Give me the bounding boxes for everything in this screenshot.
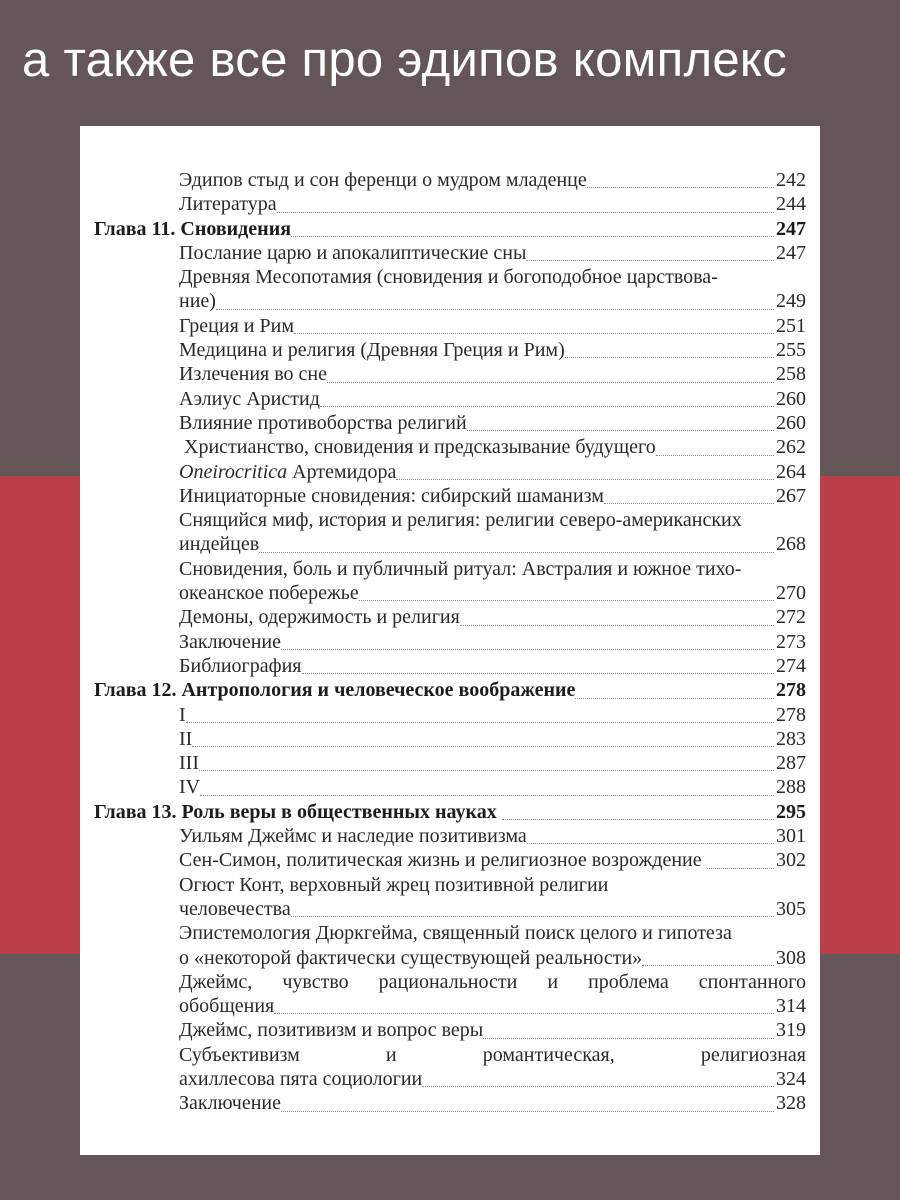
toc-page-number: 305 bbox=[776, 897, 806, 920]
toc-page-number: 264 bbox=[776, 460, 806, 483]
toc-chapter bbox=[94, 217, 806, 241]
toc-entry bbox=[94, 775, 806, 799]
toc-entry bbox=[94, 1067, 806, 1091]
toc-entry bbox=[94, 265, 806, 289]
toc-leader-dots bbox=[320, 406, 774, 407]
toc-entry bbox=[94, 508, 806, 532]
toc-entry-title: Глава 12. Антропология и человеческое воображение bbox=[94, 679, 576, 702]
toc-leader-dots bbox=[327, 382, 774, 383]
toc-entry-title: Субъективизм и романтическая, религиозная bbox=[179, 1043, 806, 1066]
toc-page-number: 251 bbox=[776, 314, 806, 337]
toc-entry bbox=[94, 970, 806, 994]
toc-entry bbox=[94, 751, 806, 775]
toc-entry bbox=[94, 362, 806, 386]
toc-entry-title: Демоны, одержимость и религия bbox=[179, 606, 460, 629]
toc-page-number: 242 bbox=[776, 169, 806, 191]
toc-page-number: 302 bbox=[776, 849, 806, 872]
toc-leader-dots bbox=[294, 333, 774, 334]
toc-page-number: 273 bbox=[776, 630, 806, 653]
toc-leader-dots bbox=[502, 819, 774, 820]
toc-entry bbox=[94, 460, 806, 484]
toc-leader-dots bbox=[302, 673, 775, 674]
toc-page-number: 244 bbox=[776, 193, 806, 216]
toc-leader-dots bbox=[199, 770, 774, 771]
toc-entry bbox=[94, 387, 806, 411]
toc-entry-title: Аэлиус Аристид bbox=[179, 387, 320, 410]
toc-entry bbox=[94, 1043, 806, 1067]
toc-page-number: 247 bbox=[776, 217, 806, 240]
toc-entry bbox=[94, 1091, 806, 1115]
toc-leader-dots bbox=[527, 843, 774, 844]
toc-page-number: 258 bbox=[776, 363, 806, 386]
toc-leader-dots bbox=[707, 868, 774, 869]
toc-page-number: 268 bbox=[776, 533, 806, 556]
toc-leader-dots bbox=[460, 625, 774, 626]
toc-page-number: 295 bbox=[776, 800, 806, 823]
toc-entry-title: IV bbox=[179, 776, 201, 799]
toc-entry bbox=[94, 824, 806, 848]
toc-entry-title: III bbox=[179, 752, 199, 775]
toc-entry-title: Глава 13. Роль веры в общественных науках bbox=[94, 800, 502, 823]
toc-page-number: 272 bbox=[776, 606, 806, 629]
toc-page-number: 278 bbox=[776, 703, 806, 726]
toc-leader-dots bbox=[200, 795, 774, 796]
toc-entry-title: Инициаторные сновидения: сибирский шаманизм bbox=[179, 484, 604, 507]
toc-entry bbox=[94, 338, 806, 362]
toc-entry-title-italic: Oneirocritica bbox=[179, 460, 288, 483]
toc-page-number: 301 bbox=[776, 825, 806, 848]
toc-entry-title bbox=[179, 460, 396, 484]
toc-chapter bbox=[94, 678, 806, 702]
toc-entry bbox=[94, 897, 806, 921]
toc-entry-title-rest: Артемидора bbox=[287, 460, 397, 483]
toc-entry-title: обобщения bbox=[179, 995, 275, 1018]
toc-page-number: 247 bbox=[776, 241, 806, 264]
toc-leader-dots bbox=[359, 600, 774, 601]
toc-entry bbox=[94, 946, 806, 970]
toc-leader-dots bbox=[186, 722, 774, 723]
toc-leader-dots bbox=[587, 187, 774, 188]
toc-page-number: 308 bbox=[776, 946, 806, 969]
toc-leader-dots bbox=[656, 455, 774, 456]
toc-leader-dots bbox=[604, 503, 774, 504]
toc-page-number: 274 bbox=[776, 654, 806, 677]
toc-page-number: 270 bbox=[776, 582, 806, 605]
toc-entry-title: Эпистемология Дюркгейма, священный поиск целого и гипотеза bbox=[179, 922, 732, 945]
toc-page-number: 287 bbox=[776, 752, 806, 775]
toc-entry bbox=[94, 241, 806, 265]
toc-leader-dots bbox=[277, 212, 774, 213]
toc-entry bbox=[94, 727, 806, 751]
toc-entry-title: I bbox=[179, 703, 186, 726]
toc-page-number: 260 bbox=[776, 411, 806, 434]
toc-page-number: 260 bbox=[776, 387, 806, 410]
toc-page-number: 262 bbox=[776, 436, 806, 459]
toc-entry bbox=[94, 484, 806, 508]
toc-entry bbox=[94, 557, 806, 581]
toc-leader-dots bbox=[291, 236, 774, 237]
toc-entry bbox=[94, 192, 806, 216]
toc-page-number: 278 bbox=[776, 679, 806, 702]
toc-entry bbox=[94, 289, 806, 313]
toc-page-number: 288 bbox=[776, 776, 806, 799]
toc-page-number: 249 bbox=[776, 290, 806, 313]
toc-entry bbox=[94, 873, 806, 897]
toc-entry-title: Литература bbox=[179, 193, 277, 216]
toc-entry-title: Джеймс, позитивизм и вопрос веры bbox=[179, 1019, 484, 1042]
toc-page-number: 255 bbox=[776, 339, 806, 362]
toc-page-number: 324 bbox=[776, 1067, 806, 1090]
toc-leader-dots bbox=[216, 309, 774, 310]
toc-entry-title: индейцев bbox=[179, 533, 260, 556]
toc-entry bbox=[94, 630, 806, 654]
toc-leader-dots bbox=[291, 916, 774, 917]
toc-entry-title: II bbox=[179, 727, 193, 750]
toc-entry-title: Излечения во сне bbox=[179, 363, 328, 386]
toc-entry-title: ахиллесова пята социологии bbox=[179, 1067, 423, 1090]
toc-entry bbox=[94, 168, 806, 192]
toc-entry-title: Христианство, сновидения и предсказывание будущего bbox=[179, 436, 656, 459]
toc-entry-title: Уильям Джеймс и наследие позитивизма bbox=[179, 825, 527, 848]
toc-leader-dots bbox=[565, 357, 774, 358]
toc-leader-dots bbox=[526, 260, 774, 261]
toc-entry bbox=[94, 703, 806, 727]
toc-leader-dots bbox=[396, 479, 774, 480]
toc-entry bbox=[94, 411, 806, 435]
toc-entry-title: о «некоторой фактически существующей реальности» bbox=[179, 946, 643, 969]
toc-entry-title: Греция и Рим bbox=[179, 314, 294, 337]
toc-entry-title: Библиография bbox=[179, 654, 302, 677]
toc-leader-dots bbox=[192, 746, 774, 747]
toc-entry-title: Огюст Конт, верховный жрец позитивной религии bbox=[179, 873, 609, 896]
toc-entry-title: океанское побережье bbox=[179, 582, 359, 605]
toc-entry-title: Сновидения, боль и публичный ритуал: Австралия и южное тихо- bbox=[179, 557, 742, 580]
toc-leader-dots bbox=[281, 1111, 774, 1112]
toc-entry-title: человечества bbox=[179, 897, 291, 920]
toc-leader-dots bbox=[575, 698, 774, 699]
toc-entry bbox=[94, 435, 806, 459]
toc-page-number: 319 bbox=[776, 1019, 806, 1042]
toc-entry bbox=[94, 994, 806, 1018]
toc-page-number: 267 bbox=[776, 484, 806, 507]
toc-entry bbox=[94, 532, 806, 556]
toc-leader-dots bbox=[274, 1013, 774, 1014]
toc-entry bbox=[94, 1018, 806, 1042]
toc-entry-title: Эдипов стыд и сон ференци о мудром младенце bbox=[179, 169, 587, 191]
toc-leader-dots bbox=[467, 430, 774, 431]
toc-page-number: 283 bbox=[776, 727, 806, 750]
toc-entry-title: ние) bbox=[179, 290, 216, 313]
toc-entry-title: Медицина и религия (Древняя Греция и Рим) bbox=[179, 339, 565, 362]
toc-leader-dots bbox=[281, 649, 774, 650]
toc-entry bbox=[94, 605, 806, 629]
toc-entry bbox=[94, 654, 806, 678]
toc-entry bbox=[94, 921, 806, 945]
toc-entry-title: Влияние противоборства религий bbox=[179, 411, 467, 434]
toc-leader-dots bbox=[642, 965, 774, 966]
toc-entry-title: Снящийся миф, история и религия: религии северо-американских bbox=[179, 509, 742, 532]
table-of-contents bbox=[94, 168, 806, 1116]
toc-entry-title: Древняя Месопотамия (сновидения и богоподобное царствова- bbox=[179, 266, 718, 289]
toc-entry bbox=[94, 848, 806, 872]
toc-chapter bbox=[94, 800, 806, 824]
toc-entry bbox=[94, 581, 806, 605]
toc-leader-dots bbox=[259, 552, 774, 553]
toc-page-number: 328 bbox=[776, 1092, 806, 1115]
toc-leader-dots bbox=[422, 1086, 774, 1087]
header-title: а также все про эдипов комплекс bbox=[22, 33, 787, 87]
toc-entry-title: Послание царю и апокалиптические сны bbox=[179, 241, 527, 264]
toc-entry-title: Заключение bbox=[179, 1092, 281, 1115]
book-page bbox=[80, 126, 820, 1155]
toc-entry-title: Глава 11. Сновидения bbox=[94, 217, 292, 240]
toc-entry-title: Джеймс, чувство рациональности и проблема спонтанного bbox=[179, 970, 806, 993]
toc-page-number: 314 bbox=[776, 995, 806, 1018]
toc-entry-title: Сен-Симон, политическая жизнь и религиозное возрождение bbox=[179, 849, 707, 872]
toc-entry-title: Заключение bbox=[179, 630, 281, 653]
toc-leader-dots bbox=[483, 1038, 774, 1039]
toc-entry bbox=[94, 314, 806, 338]
